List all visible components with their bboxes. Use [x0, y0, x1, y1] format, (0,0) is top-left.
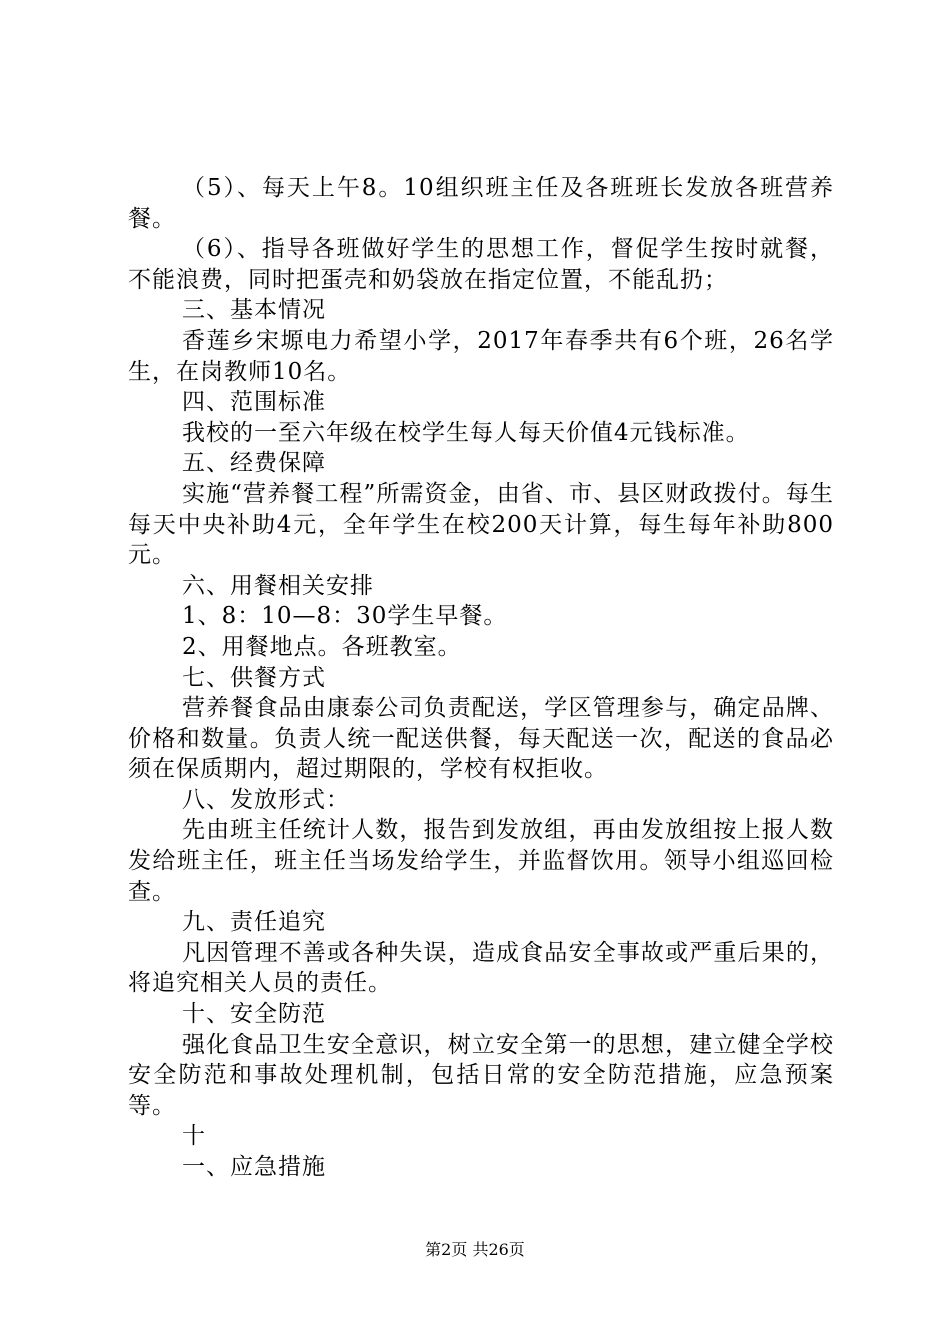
section-heading-funding: 五、经费保障: [182, 450, 326, 477]
paragraph-accountability: 凡因管理不善或各种失误，造成食品安全事故或严重后果的，将追究相关人员的责任。: [128, 939, 834, 997]
document-body: [128, 173, 834, 1183]
section-heading-basic-info: 三、基本情况: [182, 297, 326, 324]
paragraph-funding: 实施“营养餐工程”所需资金，由省、市、县区财政拨付。每生每天中央补助4元，全年学生在校200天计算，每生每年补助800元。: [128, 480, 834, 569]
paragraph-scope: 我校的一至六年级在校学生每人每天价值4元钱标准。: [182, 419, 750, 446]
paragraph-distribution: 先由班主任统计人数，报告到发放组，再由发放组按上报人数发给班主任，班主任当场发给学生，并监督饮用。领导小组巡回检查。: [128, 817, 834, 905]
paragraph-safety: 强化食品卫生安全意识，树立安全第一的思想，建立健全学校安全防范和事故处理机制，包括日常的安全防范措施，应急预案等。: [128, 1031, 834, 1119]
paragraph-supply-method: 营养餐食品由康泰公司负责配送，学区管理参与，确定品牌、价格和数量。负责人统一配送供餐，每天配送一次，配送的食品必须在保质期内，超过期限的，学校有权拒收。: [128, 695, 834, 783]
paragraph-meal-time: 1、8：10—8：30学生早餐。: [182, 603, 508, 630]
section-heading-distribution: 八、发放形式：: [182, 786, 350, 813]
paragraph-meal-location: 2、用餐地点。各班教室。: [182, 633, 462, 660]
section-heading-number: 十: [182, 1123, 206, 1150]
section-heading-accountability: 九、责任追究: [182, 909, 326, 936]
section-heading-scope: 四、范围标准: [182, 389, 326, 416]
paragraph-item-5: （5）、每天上午8。10组织班主任及各班班长发放各班营养餐。: [128, 175, 834, 232]
section-heading-safety: 十、安全防范: [182, 1001, 326, 1028]
section-heading-meal-arrangement: 六、用餐相关安排: [182, 572, 374, 599]
section-heading-emergency: 一、应急措施: [182, 1154, 326, 1180]
section-heading-supply-method: 七、供餐方式: [182, 664, 326, 691]
paragraph-basic-info: 香莲乡宋塬电力希望小学，2017年春季共有6个班，26名学生，在岗教师10名。: [128, 327, 834, 385]
page-footer: 第2页 共26页: [425, 1240, 525, 1259]
paragraph-item-6: （6）、指导各班做好学生的思想工作，督促学生按时就餐，不能浪费，同时把蛋壳和奶袋放在指定位置，不能乱扔；: [128, 236, 834, 293]
